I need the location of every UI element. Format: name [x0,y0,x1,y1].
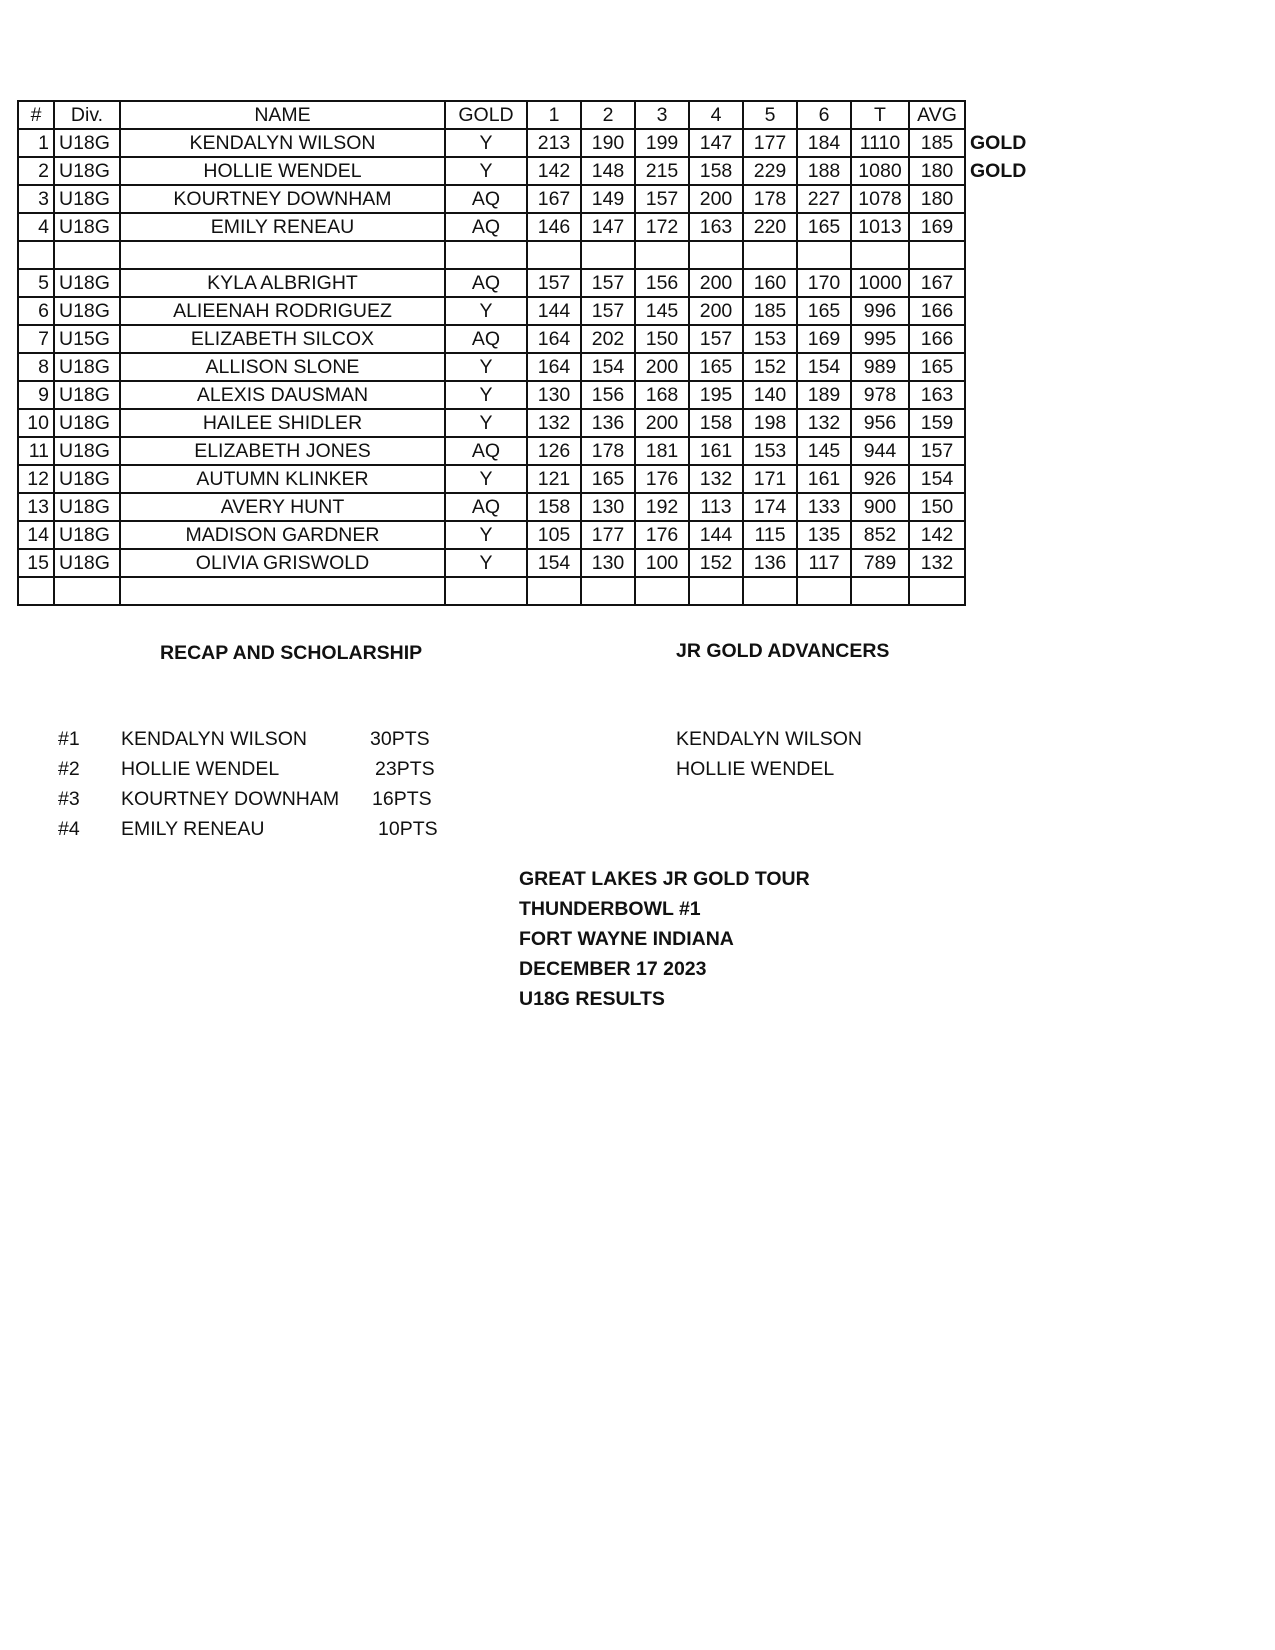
cell-game-4: 165 [689,353,743,381]
cell-gold-note [965,465,1035,493]
cell-name: AVERY HUNT [120,493,445,521]
cell-total: 900 [851,493,909,521]
cell-division: U18G [54,521,120,549]
table-row [18,241,1035,269]
cell-total: 995 [851,325,909,353]
advancers-title: JR GOLD ADVANCERS [676,640,890,662]
cell-gold [445,577,527,605]
cell-average: 180 [909,157,965,185]
cell-total: 1080 [851,157,909,185]
cell-game-2: 157 [581,269,635,297]
cell-total: 989 [851,353,909,381]
cell-gold: Y [445,549,527,577]
cell-total: 1013 [851,213,909,241]
cell-game-1: 154 [527,549,581,577]
recap-name: KOURTNEY DOWNHAM [121,788,340,810]
cell-game-6: 161 [797,465,851,493]
col-header-game-2: 2 [581,101,635,129]
cell-average: 185 [909,129,965,157]
cell-game-3: 156 [635,269,689,297]
cell-game-3: 172 [635,213,689,241]
cell-division: U18G [54,409,120,437]
cell-game-2: 177 [581,521,635,549]
cell-name: ALLISON SLONE [120,353,445,381]
cell-game-4: 161 [689,437,743,465]
cell-game-4: 200 [689,297,743,325]
cell-gold-note [965,521,1035,549]
cell-name: HAILEE SHIDLER [120,409,445,437]
table-row [18,269,1035,297]
cell-game-1: 121 [527,465,581,493]
cell-game-4: 157 [689,325,743,353]
cell-gold-note [965,241,1035,269]
cell-name: KENDALYN WILSON [120,129,445,157]
cell-game-6: 117 [797,549,851,577]
cell-average: 142 [909,521,965,549]
col-header-rank: # [18,101,54,129]
cell-game-6: 227 [797,185,851,213]
cell-game-3: 150 [635,325,689,353]
cell-game-6: 189 [797,381,851,409]
cell-gold-note [965,325,1035,353]
cell-division: U18G [54,129,120,157]
cell-average: 166 [909,325,965,353]
cell-gold [445,241,527,269]
cell-game-1: 146 [527,213,581,241]
cell-game-3: 176 [635,465,689,493]
cell-gold: AQ [445,493,527,521]
cell-game-2: 165 [581,465,635,493]
cell-average [909,241,965,269]
cell-gold: Y [445,297,527,325]
col-header-game-3: 3 [635,101,689,129]
cell-name [120,241,445,269]
table-row [18,521,1035,549]
cell-game-5: 153 [743,325,797,353]
recap-points: 23PTS [375,758,435,780]
table-row [18,297,1035,325]
cell-game-2: 154 [581,353,635,381]
cell-rank: 13 [18,493,54,521]
recap-rank: #2 [58,758,80,780]
cell-game-3 [635,241,689,269]
cell-division: U18G [54,381,120,409]
cell-division [54,577,120,605]
cell-game-1: 164 [527,325,581,353]
cell-division: U18G [54,465,120,493]
cell-average: 157 [909,437,965,465]
cell-game-6: 184 [797,129,851,157]
recap-item [58,758,478,788]
cell-total: 1078 [851,185,909,213]
cell-division: U18G [54,157,120,185]
header-row [18,101,1035,129]
cell-gold-note [965,269,1035,297]
cell-average: 163 [909,381,965,409]
cell-game-3: 200 [635,353,689,381]
cell-game-2: 156 [581,381,635,409]
cell-gold-note [965,297,1035,325]
cell-name: ALIEENAH RODRIGUEZ [120,297,445,325]
table-row [18,577,1035,605]
cell-gold: Y [445,353,527,381]
table-row [18,493,1035,521]
cell-game-2: 149 [581,185,635,213]
cell-rank: 10 [18,409,54,437]
cell-name: AUTUMN KLINKER [120,465,445,493]
cell-division: U15G [54,325,120,353]
col-header-game-1: 1 [527,101,581,129]
cell-game-2: 130 [581,493,635,521]
cell-game-6: 165 [797,213,851,241]
cell-game-1: 157 [527,269,581,297]
cell-game-5: 140 [743,381,797,409]
cell-rank: 11 [18,437,54,465]
cell-average: 132 [909,549,965,577]
cell-rank: 3 [18,185,54,213]
cell-total [851,241,909,269]
cell-game-5: 229 [743,157,797,185]
cell-name [120,577,445,605]
cell-game-3: 168 [635,381,689,409]
cell-name: KOURTNEY DOWNHAM [120,185,445,213]
cell-game-4: 158 [689,157,743,185]
cell-average: 166 [909,297,965,325]
cell-average: 150 [909,493,965,521]
cell-game-1: 158 [527,493,581,521]
table-row [18,185,1035,213]
cell-rank: 15 [18,549,54,577]
cell-gold: AQ [445,269,527,297]
cell-game-1: 144 [527,297,581,325]
cell-total: 996 [851,297,909,325]
col-header-name: NAME [120,101,445,129]
cell-game-4: 195 [689,381,743,409]
cell-game-4: 163 [689,213,743,241]
cell-game-1: 164 [527,353,581,381]
cell-game-3: 181 [635,437,689,465]
table-row [18,409,1035,437]
cell-game-5: 177 [743,129,797,157]
cell-gold: Y [445,157,527,185]
cell-total: 978 [851,381,909,409]
cell-name: MADISON GARDNER [120,521,445,549]
cell-total: 926 [851,465,909,493]
cell-average: 154 [909,465,965,493]
cell-gold-note: GOLD [970,132,1027,154]
cell-gold: Y [445,465,527,493]
recap-rank: #4 [58,818,80,840]
cell-game-6: 169 [797,325,851,353]
cell-game-4: 132 [689,465,743,493]
cell-game-5: 153 [743,437,797,465]
cell-average: 165 [909,353,965,381]
cell-game-2: 147 [581,213,635,241]
cell-game-3: 176 [635,521,689,549]
col-header-total: T [851,101,909,129]
cell-total: 1000 [851,269,909,297]
cell-game-5: 220 [743,213,797,241]
cell-game-1: 142 [527,157,581,185]
recap-rank: #1 [58,728,80,750]
cell-name: ELIZABETH JONES [120,437,445,465]
table-row [18,549,1035,577]
cell-game-2: 190 [581,129,635,157]
cell-rank: 6 [18,297,54,325]
cell-game-1 [527,241,581,269]
recap-title: RECAP AND SCHOLARSHIP [160,642,423,664]
cell-game-1: 105 [527,521,581,549]
cell-division: U18G [54,353,120,381]
recap-rank: #3 [58,788,80,810]
col-header-average: AVG [909,101,965,129]
event-tour: GREAT LAKES JR GOLD TOUR [519,868,810,890]
cell-average [909,577,965,605]
cell-game-5: 115 [743,521,797,549]
cell-rank: 7 [18,325,54,353]
recap-points: 10PTS [378,818,438,840]
cell-game-6: 170 [797,269,851,297]
cell-game-4: 147 [689,129,743,157]
cell-division: U18G [54,437,120,465]
cell-gold-note [965,353,1035,381]
cell-game-2: 178 [581,437,635,465]
cell-gold-note [965,213,1035,241]
col-header-game-5: 5 [743,101,797,129]
event-date: DECEMBER 17 2023 [519,958,707,980]
cell-gold-note: GOLD [970,160,1027,182]
cell-game-2: 130 [581,549,635,577]
col-header-note [965,101,1035,129]
cell-game-6: 188 [797,157,851,185]
cell-game-5: 171 [743,465,797,493]
cell-gold-note [965,493,1035,521]
cell-average: 159 [909,409,965,437]
cell-game-5: 178 [743,185,797,213]
cell-game-2 [581,241,635,269]
event-location: FORT WAYNE INDIANA [519,928,734,950]
cell-gold-note [965,185,1035,213]
table-row [18,157,1035,185]
cell-rank: 14 [18,521,54,549]
cell-total: 789 [851,549,909,577]
cell-game-1: 167 [527,185,581,213]
cell-game-5: 160 [743,269,797,297]
cell-name: EMILY RENEAU [120,213,445,241]
event-info [519,868,810,1018]
table-row [18,465,1035,493]
cell-total [851,577,909,605]
cell-total: 956 [851,409,909,437]
cell-game-4: 113 [689,493,743,521]
col-header-game-4: 4 [689,101,743,129]
cell-game-1: 126 [527,437,581,465]
cell-game-4: 200 [689,185,743,213]
cell-division: U18G [54,213,120,241]
table-row [18,437,1035,465]
cell-gold-note [965,577,1035,605]
cell-division: U18G [54,493,120,521]
cell-rank: 2 [18,157,54,185]
table-row [18,353,1035,381]
cell-game-3: 199 [635,129,689,157]
table-row [18,213,1035,241]
cell-game-6: 154 [797,353,851,381]
cell-gold: Y [445,409,527,437]
cell-name: HOLLIE WENDEL [120,157,445,185]
cell-total: 1110 [851,129,909,157]
cell-rank: 1 [18,129,54,157]
cell-division: U18G [54,549,120,577]
cell-game-5: 174 [743,493,797,521]
cell-game-2 [581,577,635,605]
cell-rank: 8 [18,353,54,381]
cell-game-1: 132 [527,409,581,437]
cell-game-6 [797,241,851,269]
cell-total: 944 [851,437,909,465]
cell-game-4: 144 [689,521,743,549]
col-header-gold: GOLD [445,101,527,129]
recap-name: KENDALYN WILSON [121,728,308,750]
cell-game-6: 133 [797,493,851,521]
cell-division: U18G [54,185,120,213]
cell-division: U18G [54,269,120,297]
cell-gold: Y [445,129,527,157]
cell-gold: AQ [445,185,527,213]
cell-game-1 [527,577,581,605]
cell-rank: 4 [18,213,54,241]
event-title: THUNDERBOWL #1 [519,898,701,920]
cell-average: 180 [909,185,965,213]
cell-game-4 [689,577,743,605]
recap-item [58,818,478,848]
recap-points: 16PTS [372,788,432,810]
cell-rank: 9 [18,381,54,409]
table-row [18,325,1035,353]
cell-game-6: 135 [797,521,851,549]
cell-game-6 [797,577,851,605]
recap-name: HOLLIE WENDEL [121,758,280,780]
cell-game-4: 158 [689,409,743,437]
cell-gold-note [965,437,1035,465]
cell-game-6: 132 [797,409,851,437]
recap-item [58,728,478,758]
cell-game-3: 145 [635,297,689,325]
cell-game-2: 202 [581,325,635,353]
cell-average: 169 [909,213,965,241]
cell-game-5: 152 [743,353,797,381]
advancer-name: KENDALYN WILSON [676,728,863,750]
cell-game-5 [743,577,797,605]
advancers-list [676,728,862,788]
cell-game-3: 200 [635,409,689,437]
cell-game-2: 136 [581,409,635,437]
cell-total: 852 [851,521,909,549]
cell-rank [18,241,54,269]
cell-game-4 [689,241,743,269]
cell-gold-note [965,409,1035,437]
results-table [17,100,1036,606]
cell-name: ELIZABETH SILCOX [120,325,445,353]
recap-item [58,788,478,818]
cell-game-1: 130 [527,381,581,409]
cell-game-5: 185 [743,297,797,325]
cell-name: ALEXIS DAUSMAN [120,381,445,409]
cell-gold: AQ [445,325,527,353]
col-header-div: Div. [54,101,120,129]
cell-gold: Y [445,381,527,409]
recap-list [58,728,478,848]
cell-game-2: 148 [581,157,635,185]
cell-gold: AQ [445,437,527,465]
results-body [18,129,1035,605]
col-header-game-6: 6 [797,101,851,129]
cell-game-3 [635,577,689,605]
cell-name: OLIVIA GRISWOLD [120,549,445,577]
recap-name: EMILY RENEAU [121,818,265,840]
cell-game-1: 213 [527,129,581,157]
cell-game-3: 100 [635,549,689,577]
table-row [18,129,1035,157]
cell-rank [18,577,54,605]
cell-game-5: 136 [743,549,797,577]
cell-game-3: 157 [635,185,689,213]
advancer-name: HOLLIE WENDEL [676,758,835,780]
cell-rank: 5 [18,269,54,297]
cell-name: KYLA ALBRIGHT [120,269,445,297]
table-row [18,381,1035,409]
event-division: U18G RESULTS [519,988,665,1010]
cell-gold-note [965,381,1035,409]
cell-gold: Y [445,521,527,549]
cell-rank: 12 [18,465,54,493]
cell-game-3: 192 [635,493,689,521]
cell-game-6: 165 [797,297,851,325]
cell-gold: AQ [445,213,527,241]
cell-game-4: 200 [689,269,743,297]
cell-game-5: 198 [743,409,797,437]
cell-division: U18G [54,297,120,325]
cell-game-6: 145 [797,437,851,465]
cell-game-4: 152 [689,549,743,577]
cell-game-3: 215 [635,157,689,185]
recap-points: 30PTS [370,728,430,750]
cell-game-5 [743,241,797,269]
cell-division [54,241,120,269]
cell-game-2: 157 [581,297,635,325]
cell-gold-note [965,549,1035,577]
cell-average: 167 [909,269,965,297]
